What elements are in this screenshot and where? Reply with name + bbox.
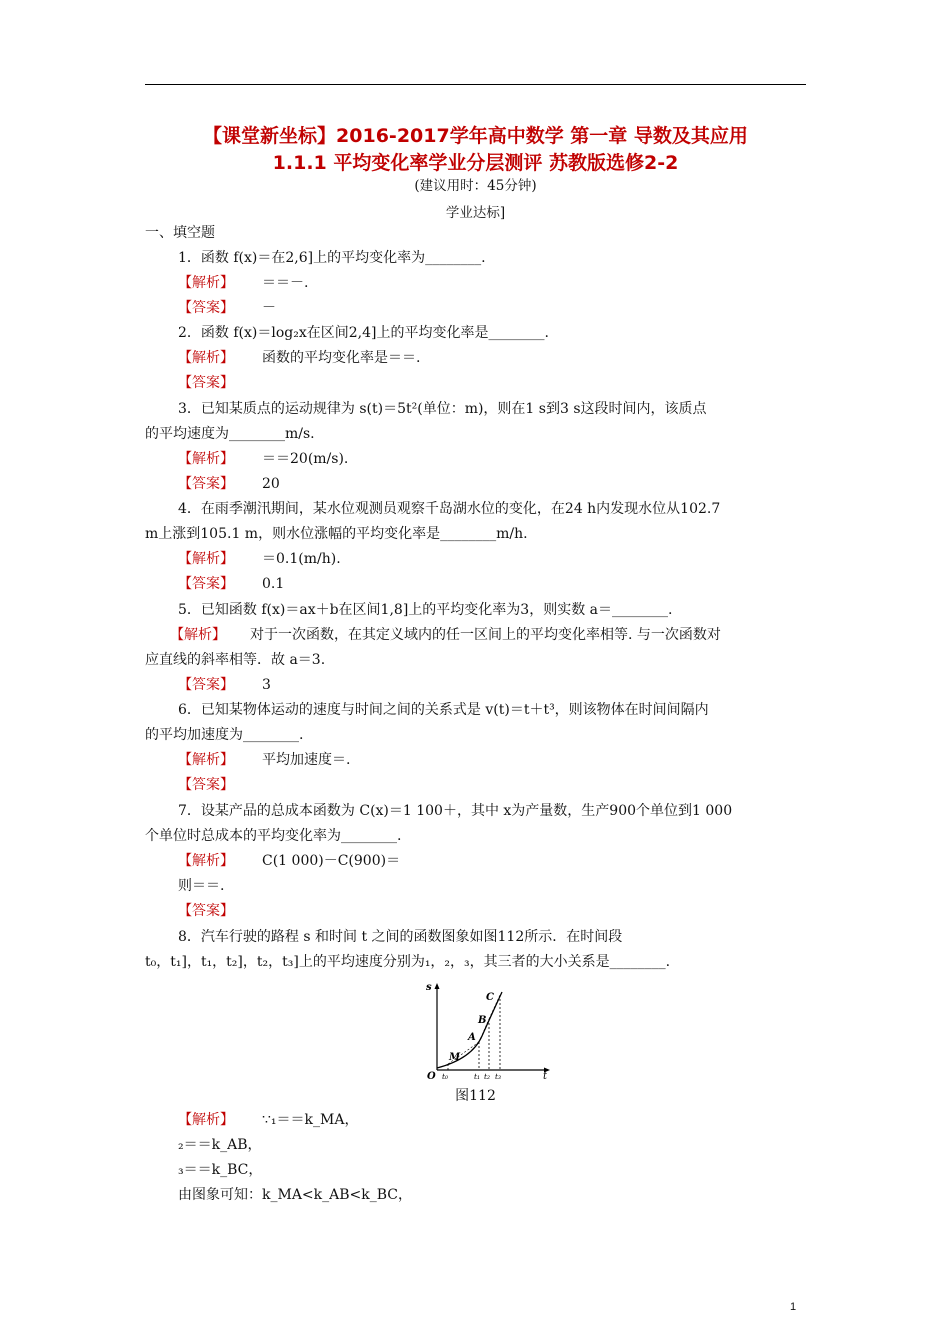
question-3-line2: 的平均速度为________m/s. (145, 426, 315, 442)
question-2: 2．函数 f(x)＝log₂x在区间2,4]上的平均变化率是________. (178, 325, 549, 341)
analysis-tag: 【解析】 (178, 451, 234, 467)
analysis-6: 平均加速度＝. (262, 752, 351, 768)
answer-tag: 【答案】 (178, 375, 234, 391)
point-a-label: A (468, 1032, 476, 1043)
answer-3: 20 (262, 476, 280, 492)
figure-caption: 图112 (455, 1088, 496, 1104)
suggested-time: (建议用时：45分钟) (414, 178, 537, 194)
header-rule (145, 84, 806, 85)
question-4-line1: 4．在雨季潮汛期间，某水位观测员观察千岛湖水位的变化，在24 h内发现水位从102.7 (178, 501, 721, 517)
analysis-7-line2: 则＝＝. (178, 878, 225, 894)
analysis-5-line1: 对于一次函数，在其定义域内的任一区间上的平均变化率相等. 与一次函数对 (250, 627, 721, 643)
question-3-line1: 3．已知某质点的运动规律为 s(t)＝5t²(单位：m)，则在1 s到3 s这段时间内，该质点 (178, 401, 707, 417)
answer-4: 0.1 (262, 576, 285, 592)
question-1: 1．函数 f(x)＝在2,6]上的平均变化率为________. (178, 250, 486, 266)
answer-tag: 【答案】 (178, 903, 234, 919)
document-title-line2: 1.1.1 平均变化率学业分层测评 苏教版选修2-2 (272, 152, 679, 174)
tick-t3-label: t₃ (495, 1072, 502, 1080)
analysis-2: 函数的平均变化率是＝＝. (262, 350, 421, 366)
question-6-line2: 的平均加速度为________. (145, 727, 304, 743)
analysis-tag: 【解析】 (178, 853, 234, 869)
answer-tag: 【答案】 (178, 576, 234, 592)
question-8-line1: 8．汽车行驶的路程 s 和时间 t 之间的函数图象如图112所示．在时间段 (178, 929, 623, 945)
origin-label: O (427, 1071, 436, 1080)
question-4-line2: m上涨到105.1 m，则水位涨幅的平均变化率是________m/h. (145, 526, 528, 542)
tick-t0-label: t₀ (442, 1072, 449, 1080)
answer-1: － (262, 300, 276, 316)
analysis-tag: 【解析】 (170, 627, 226, 643)
answer-tag: 【答案】 (178, 476, 234, 492)
tick-t2-label: t₂ (484, 1072, 491, 1080)
page-number: 1 (790, 1301, 797, 1313)
analysis-3: ＝＝20(m/s). (262, 451, 349, 467)
point-c-label: C (486, 992, 494, 1003)
analysis-tag: 【解析】 (178, 752, 234, 768)
answer-tag: 【答案】 (178, 677, 234, 693)
question-6-line1: 6．已知某物体运动的速度与时间之间的关系式是 v(t)＝t＋t³，则该物体在时间间隔内 (178, 702, 709, 718)
analysis-5-line2: 应直线的斜率相等．故 a＝3. (145, 652, 326, 668)
answer-5: 3 (262, 677, 271, 693)
analysis-8-line2: ₂＝＝k_AB， (178, 1137, 262, 1153)
analysis-tag: 【解析】 (178, 275, 234, 291)
axis-t-label: t (543, 1071, 548, 1080)
document-title-line1: 【课堂新坐标】2016-2017学年高中数学 第一章 导数及其应用 (203, 125, 748, 147)
analysis-1: ＝＝－. (262, 275, 309, 291)
tick-t1-label: t₁ (474, 1072, 481, 1080)
question-8-line2: t₀，t₁]，t₁，t₂]，t₂，t₃]上的平均速度分别为₁，₂，₃，其三者的大小关系是________. (145, 954, 671, 970)
analysis-tag: 【解析】 (178, 350, 234, 366)
analysis-8-line1: ∵₁＝＝k_MA， (262, 1112, 359, 1128)
analysis-7-line1: C(1 000)－C(900)＝ (262, 853, 401, 869)
analysis-tag: 【解析】 (178, 1112, 234, 1128)
answer-tag: 【答案】 (178, 300, 234, 316)
analysis-4: ＝0.1(m/h). (262, 551, 341, 567)
analysis-8-line4: 由图象可知：k_MA<k_AB<k_BC， (178, 1187, 413, 1203)
analysis-8-line3: ₃＝＝k_BC， (178, 1162, 263, 1178)
question-7-line1: 7．设某产品的总成本函数为 C(x)＝1 100＋，其中 x为产量数，生产900个单位到1 000 (178, 803, 733, 819)
fill-blank-heading: 一、填空题 (145, 225, 215, 241)
point-m-label: M (449, 1052, 461, 1063)
axis-s-label: s (426, 982, 432, 993)
analysis-tag: 【解析】 (178, 551, 234, 567)
question-5: 5．已知函数 f(x)＝ax＋b在区间1,8]上的平均变化率为3，则实数 a＝________. (178, 602, 673, 618)
answer-tag: 【答案】 (178, 777, 234, 793)
section-heading: 学业达标] (445, 205, 506, 221)
question-7-line2: 个单位时总成本的平均变化率为________. (145, 828, 402, 844)
distance-time-graph (420, 980, 555, 1080)
point-b-label: B (478, 1015, 487, 1026)
